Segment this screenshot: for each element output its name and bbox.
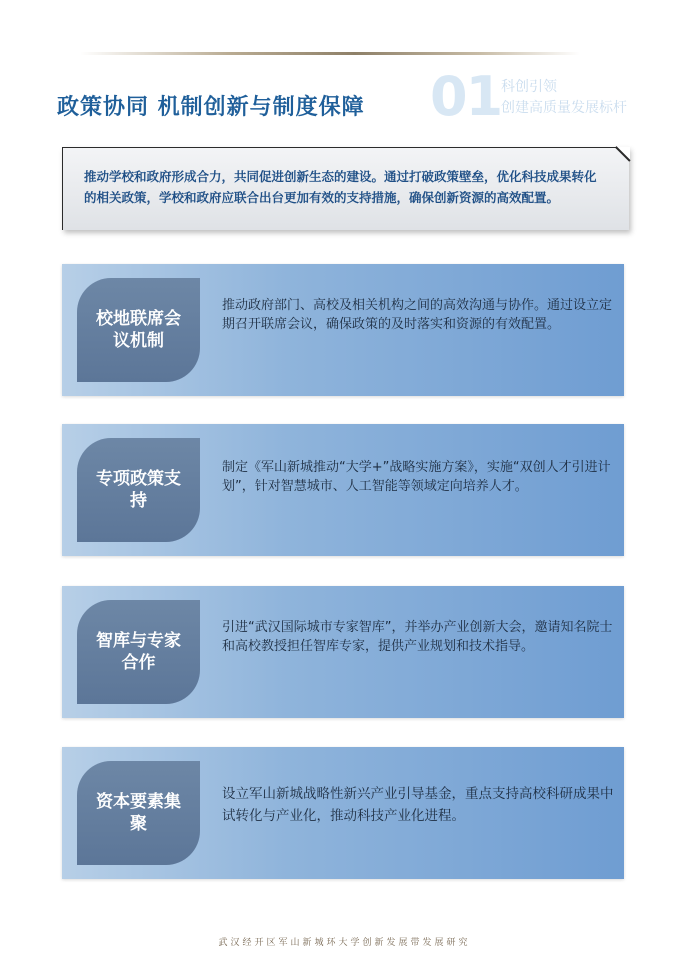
card-badge <box>77 761 200 865</box>
card-joint-meeting <box>62 264 624 396</box>
intro-box <box>62 147 629 230</box>
footer-text: 武汉经开区军山新城环大学创新发展带发展研究 <box>218 938 471 948</box>
card-think-tank <box>62 586 624 718</box>
card-badge-label: 智库与专家合作 <box>96 631 181 673</box>
card-badge <box>77 438 200 542</box>
card-capital <box>62 747 624 879</box>
intro-text: 推动学校和政府形成合力，共同促进创新生态的建设。通过打破政策壁垒，优化科技成果转化的相关政策，学校和政府应联合出台更加有效的支持措施，确保创新资源的高效配置。 <box>84 169 597 205</box>
card-description: 制定《军山新城推动“大学+”战略实施方案》，实施“双创人才引进计划”，针对智慧城市、人工智能等领域定向培养人才。 <box>222 460 611 494</box>
card-badge-label: 校地联席会议机制 <box>96 309 181 351</box>
card-badge-label: 专项政策支持 <box>96 469 181 511</box>
top-decorative-rule <box>80 52 580 55</box>
page-title: 政策协同 机制创新与制度保障 <box>57 95 365 120</box>
card-badge <box>77 600 200 704</box>
card-badge <box>77 278 200 382</box>
card-description: 引进“武汉国际城市专家智库”，并举办产业创新大会，邀请知名院士和高校教授担任智库专家，提供产业规划和技术指导。 <box>222 620 613 654</box>
chapter-number: 01 <box>430 65 502 128</box>
card-badge-label: 资本要素集聚 <box>96 792 181 834</box>
chapter-subtitle <box>501 77 627 119</box>
card-policy-support <box>62 424 624 556</box>
card-description: 推动政府部门、高校及相关机构之间的高效沟通与协作。通过设立定期召开联席会议，确保政策的及时落实和资源的有效配置。 <box>222 298 613 332</box>
chapter-subtitle-line1: 科创引领 <box>501 79 557 95</box>
card-description: 设立军山新城战略性新兴产业引导基金，重点支持高校科研成果中试转化与产业化，推动科技产业化进程。 <box>222 786 614 824</box>
chapter-subtitle-line2: 创建高质量发展标杆 <box>501 100 627 116</box>
